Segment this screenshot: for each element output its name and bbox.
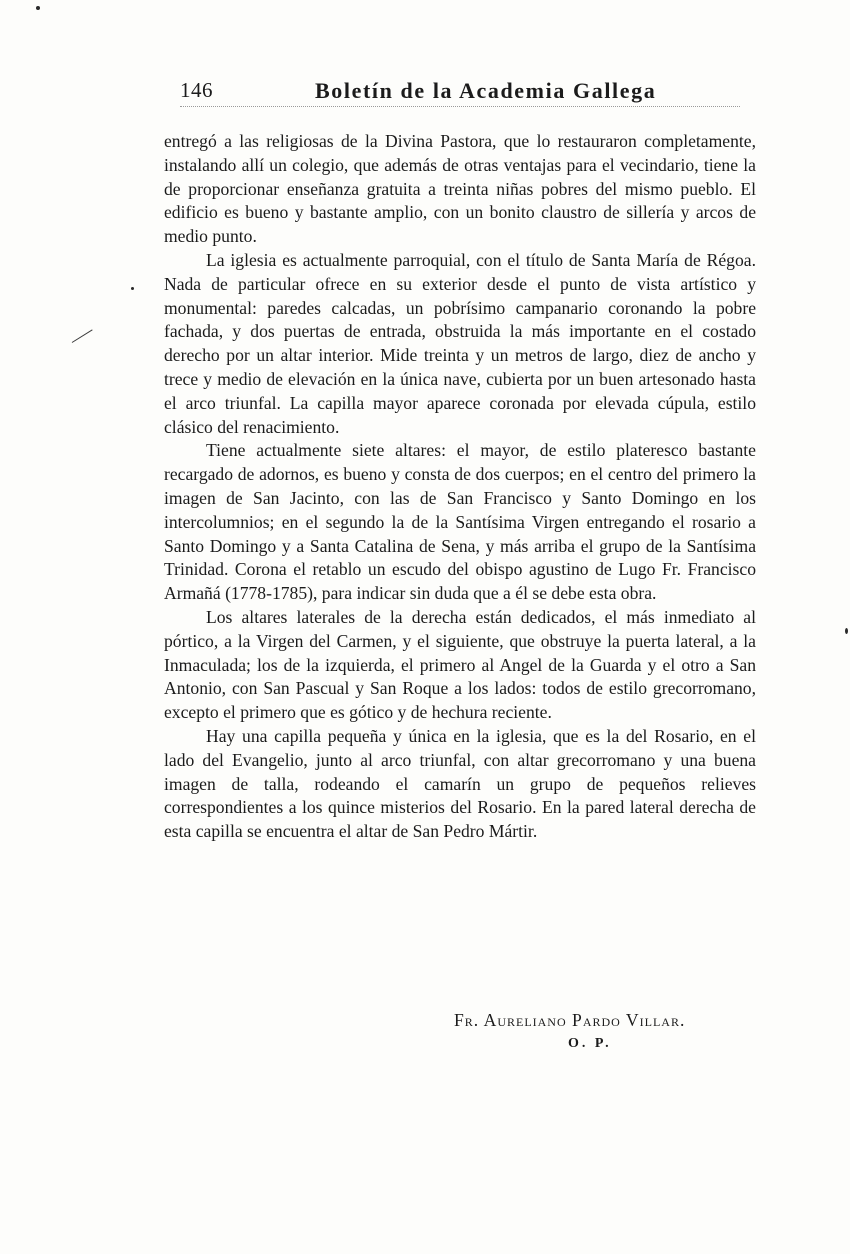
paragraph-continued: entregó a las religiosas de la Divina Pastora, que lo restauraron completamente, instalando allí un colegio, que además de otras ventajas para el vecindario, tiene la de proporcionar enseñanza gratuita a treinta niñas pobres del mismo pueblo. El edificio es bueno y bastante amplio, con un bonito claustro de sillería y arcos de medio punto.	[164, 131, 756, 247]
paragraph-altares-laterales: Los altares laterales de la derecha están dedicados, el más inmediato al pórtico, a la Virgen del Carmen, y el siguiente, que obstruye la puerta lateral, a la Inmaculada; los de la izquierda, el primero al Angel de la Guarda y el otro a San Antonio, con San Pascual y San Roque a los lados: todos de estilo grecorromano, excepto el primero que es gótico y de hechura reciente.	[164, 606, 756, 723]
paragraph-altares: Tiene actualmente siete altares: el mayor, de estilo plateresco bastante recargado de adornos, es bueno y consta de dos cuerpos; en el centro del primero la imagen de San Jacinto, con las de San Francisco y Santo Domingo en los intercolumnios; en el segundo la de la Santísima Virgen entregando el rosario a Santo Domingo y a Santa Catalina de Sena, y más arriba el grupo de la Santísima Trinidad. Corona el retablo un escudo del obispo agustino de Lugo Fr. Francisco Armañá (1778-1785), para indicar sin duda que a él se debe esta obra.	[164, 440, 756, 604]
author-signature: Fr. Aureliano Pardo Villar.	[454, 1010, 686, 1030]
journal-title: Boletín de la Academia Gallega	[315, 78, 657, 103]
running-header	[180, 74, 755, 108]
header-rule	[180, 106, 740, 107]
scan-mark	[72, 329, 93, 343]
scan-speck	[845, 628, 848, 634]
paragraph-iglesia: La iglesia es actualmente parroquial, con el título de Santa María de Régoa. Nada de particular ofrece en su exterior desde el punto de vista artístico y monumental: paredes calcadas, un pobrísimo campanario coronando la pobre fachada, y dos puertas de entrada, obstruida la más importante en el costado derecho por un altar interior. Mide treinta y un metros de largo, diez de ancho y trece y medio de elevación en la única nave, cubierta por un buen artesonado hasta el arco triunfal. La capilla mayor aparece coronada por elevada cúpula, estilo clásico del renacimiento.	[164, 249, 756, 437]
paragraph-capilla: Hay una capilla pequeña y única en la iglesia, que es la del Rosario, en el lado del Evangelio, junto al arco triunfal, con altar grecorromano y una buena imagen de talla, rodeando el camarín un grupo de pequeños relieves correspondientes a los quince misterios del Rosario. En la pared lateral derecha de esta capilla se encuentra el altar de San Pedro Mártir.	[164, 725, 756, 842]
article-body	[164, 130, 756, 844]
scan-speck	[131, 287, 134, 290]
scan-speck	[36, 6, 40, 10]
religious-order: O. P.	[568, 1036, 612, 1051]
page-number: 146	[180, 78, 213, 102]
